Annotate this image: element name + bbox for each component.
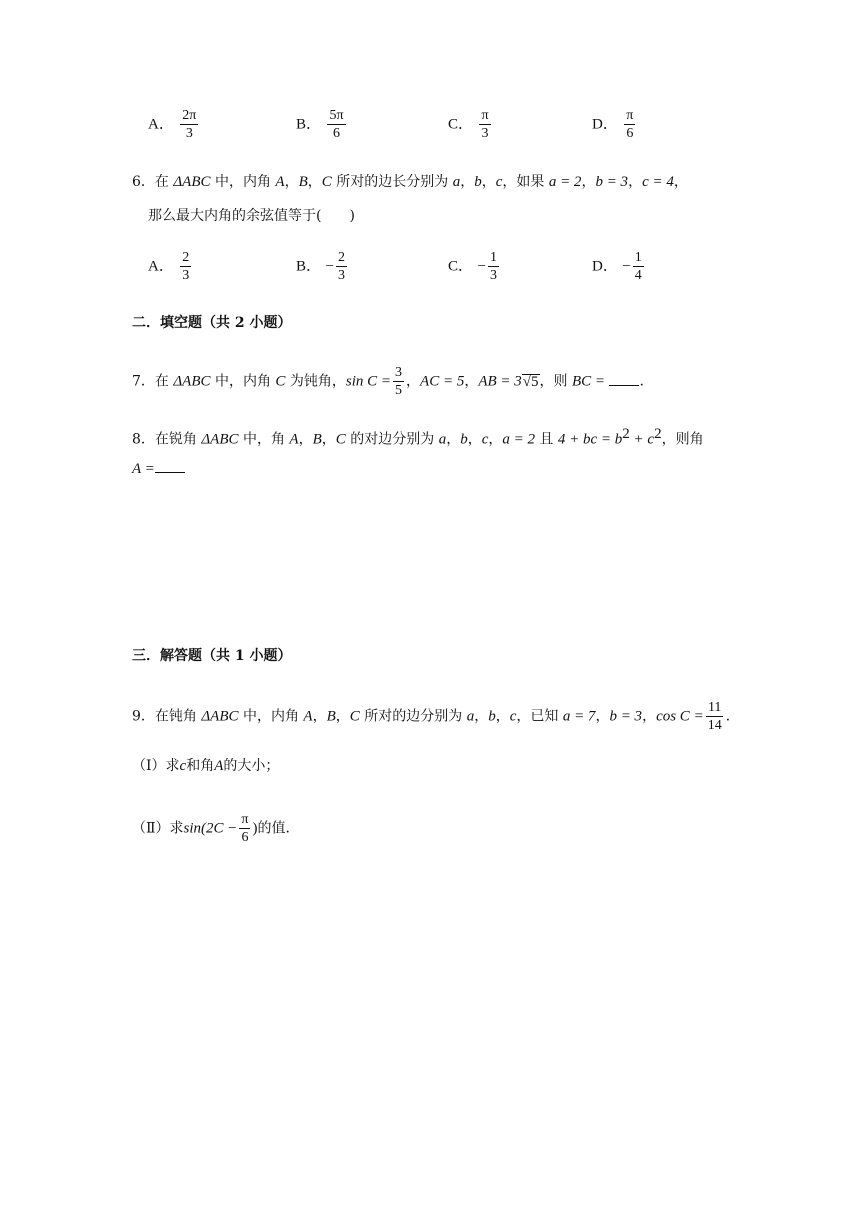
triangle-symbol: ΔABC — [201, 708, 239, 725]
triangle-symbol: ΔABC — [173, 373, 211, 390]
triangle-symbol: ΔABC — [201, 431, 239, 448]
q6-line1: 6．在 ΔABC 中，内角 A，B，C 所对的边长分别为 a，b，c，如果 a = 2，b = 3，c = 4， — [132, 174, 688, 190]
q8-line1: 8．在锐角 ΔABC 中，角 A，B，C 的对边分别为 a，b，c，a = 2 且 4 + bc = $b^2 + c^2$，则角 — [132, 426, 704, 448]
q6-option-a — [148, 250, 193, 283]
q5-option-a — [148, 108, 200, 141]
fraction: $\frac{5\pi}{6}$ — [329, 108, 344, 141]
q5-option-b — [296, 108, 348, 141]
fraction: $\frac{1}{4}$ — [634, 250, 642, 283]
q8-line2: A = — [132, 458, 185, 479]
option-letter: D． — [592, 116, 618, 133]
q6-option-d: D． − $\frac{1}{4}$ — [592, 250, 642, 283]
option-letter: A． — [148, 258, 174, 275]
sqrt: √5 — [522, 373, 539, 390]
q9-part2: （Ⅱ）求sin(2C − $\frac{\pi}{6}$ )的值． — [132, 812, 300, 845]
option-letter: B． — [296, 258, 322, 275]
fraction: $\frac{2}{3}$ — [337, 250, 345, 283]
fraction: $\frac{3}{5}$ — [395, 365, 403, 398]
q6-line2: 那么最大内角的余弦值等于( ) — [148, 208, 355, 224]
q7-line: 7．在 ΔABC 中，内角 C 为钝角，sin C = $\frac{3}{5}$ ，AC = 5，AB = 3√5，则 BC = . — [132, 365, 644, 398]
fraction: $\frac{2\pi}{3}$ — [182, 108, 197, 141]
q9-line1: 9．在钝角 ΔABC 中，内角 A，B，C 所对的边分别为 a，b，c，已知 a = 7，b = 3，cos C = $\frac{11}{14}$ ． — [132, 700, 740, 733]
fraction: $\frac{\pi}{6}$ — [241, 812, 249, 845]
answer-blank — [155, 458, 185, 473]
option-letter: C． — [448, 116, 474, 133]
option-letter: A． — [148, 116, 174, 133]
option-letter: B． — [296, 116, 322, 133]
fraction: $\frac{\pi}{3}$ — [481, 108, 489, 141]
section-heading: 三．解答题（共 1 小题） — [132, 648, 292, 664]
q6-option-b: B． − $\frac{2}{3}$ — [296, 250, 345, 283]
fraction: $\frac{1}{3}$ — [489, 250, 497, 283]
q5-options — [148, 108, 708, 148]
answer-blank — [609, 371, 639, 386]
q6-option-c: C． − $\frac{1}{3}$ — [448, 250, 497, 283]
q5-option-c — [448, 108, 493, 141]
question-number: 9． — [132, 708, 155, 725]
section-heading: 二．填空题（共 2 小题） — [132, 315, 292, 331]
option-letter: D． — [592, 258, 618, 275]
triangle-symbol: ΔABC — [173, 174, 211, 190]
question-number: 8． — [132, 431, 155, 448]
fraction: $\frac{\pi}{6}$ — [626, 108, 634, 141]
question-number: 7． — [132, 373, 155, 390]
question-number: 6． — [132, 174, 155, 190]
q6-options — [148, 250, 708, 290]
q5-option-d — [592, 108, 637, 141]
fraction: $\frac{2}{3}$ — [182, 250, 190, 283]
fraction: $\frac{11}{14}$ — [707, 700, 722, 733]
option-letter: C． — [448, 258, 474, 275]
q9-part1: （Ⅰ）求c和角A的大小； — [132, 758, 280, 774]
